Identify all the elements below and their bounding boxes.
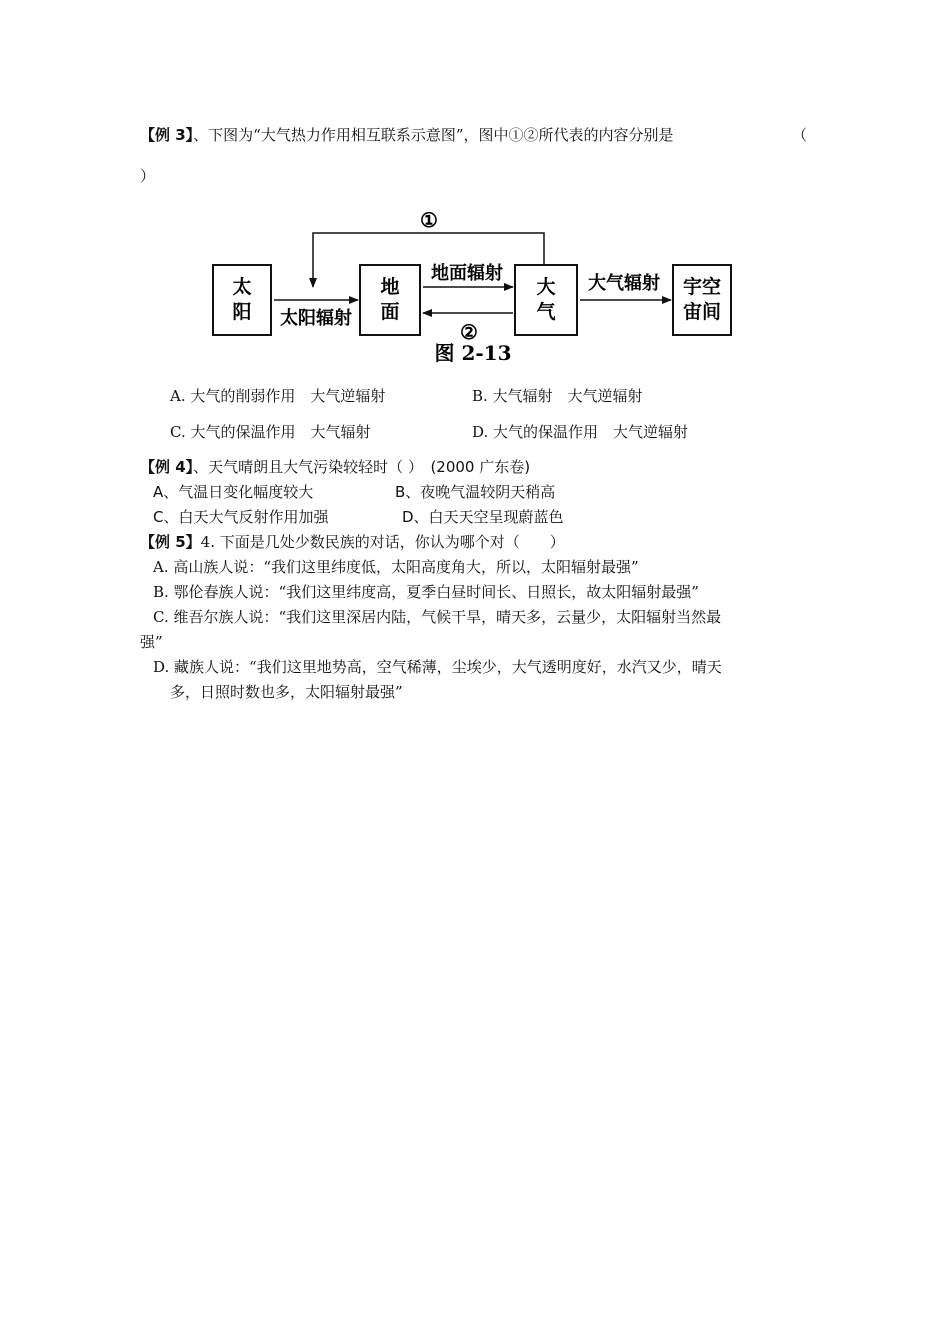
q5-option-c-line1: C. 维吾尔族人说：“我们这里深居内陆，气候干旱，晴天多，云量少，太阳辐射当然最 bbox=[153, 608, 722, 626]
q5-stem-line bbox=[140, 532, 565, 552]
q3-paren-open: （ bbox=[792, 126, 808, 144]
ground-box-label-2: 面 bbox=[380, 301, 400, 323]
space-box-label-1: 宇空 bbox=[682, 276, 722, 298]
q3-option-c: C. 大气的保温作用 大气辐射 bbox=[170, 423, 371, 441]
q4-option-b: B、夜晚气温较阴天稍高 bbox=[395, 483, 556, 501]
q3-tag: 【例 3】 bbox=[140, 126, 194, 144]
q4-option-c: C、白天大气反射作用加强 bbox=[153, 508, 329, 526]
q5-option-d-line1: D. 藏族人说：“我们这里地势高，空气稀薄，尘埃少，大气透明度好，水汽又少，晴天 bbox=[153, 658, 722, 676]
ground-radiation-label: 地面辐射 bbox=[431, 263, 503, 284]
q4-tag: 【例 4】 bbox=[140, 458, 194, 476]
circle-2-label: ② bbox=[460, 320, 478, 344]
q4-option-d: D、白天天空呈现蔚蓝色 bbox=[402, 508, 564, 526]
q5-option-d-line2: 多，日照时数也多，太阳辐射最强” bbox=[170, 683, 403, 701]
q5-option-a: A. 高山族人说：“我们这里纬度低，太阳高度角大，所以，太阳辐射最强” bbox=[153, 558, 639, 576]
q4-stem: 、天气晴朗且大气污染较轻时（ ） (2000 广东卷) bbox=[193, 458, 531, 476]
q5-stem: 4. 下面是几处少数民族的对话，你认为哪个对（ ） bbox=[200, 533, 565, 551]
q3-option-a: A. 大气的削弱作用 大气逆辐射 bbox=[170, 387, 386, 405]
circle-1-label: ① bbox=[420, 208, 438, 232]
q4-option-a: A、气温日变化幅度较大 bbox=[153, 483, 314, 501]
q3-option-d: D. 大气的保温作用 大气逆辐射 bbox=[472, 423, 689, 441]
ground-box-label-1: 地 bbox=[380, 276, 400, 298]
atmosphere-heat-diagram bbox=[208, 200, 740, 366]
space-box-label-2: 宙间 bbox=[682, 301, 722, 323]
q5-tag: 【例 5】 bbox=[140, 533, 201, 551]
q5-option-b: B. 鄂伦春族人说：“我们这里纬度高，夏季白昼时间长、日照长，故太阳辐射最强” bbox=[153, 583, 699, 601]
sun-radiation-label: 太阳辐射 bbox=[280, 308, 352, 329]
q3-stem-line bbox=[140, 125, 674, 145]
q4-stem-line bbox=[140, 457, 530, 477]
atmosphere-box-label-2: 气 bbox=[536, 301, 556, 323]
figure-caption: 图 2-13 bbox=[434, 341, 512, 365]
q3-paren-close: ） bbox=[140, 167, 156, 185]
atmosphere-radiation-label: 大气辐射 bbox=[588, 273, 660, 294]
q3-option-b: B. 大气辐射 大气逆辐射 bbox=[472, 387, 643, 405]
q3-stem: 、下图为“大气热力作用相互联系示意图”，图中①②所代表的内容分别是 bbox=[193, 126, 674, 144]
sun-box-label-2: 阳 bbox=[232, 301, 252, 323]
sun-box-label-1: 太 bbox=[232, 276, 252, 298]
arrow-1 bbox=[313, 233, 544, 287]
q5-option-c-line2: 强” bbox=[140, 633, 163, 651]
atmosphere-box-label-1: 大 bbox=[536, 276, 556, 298]
